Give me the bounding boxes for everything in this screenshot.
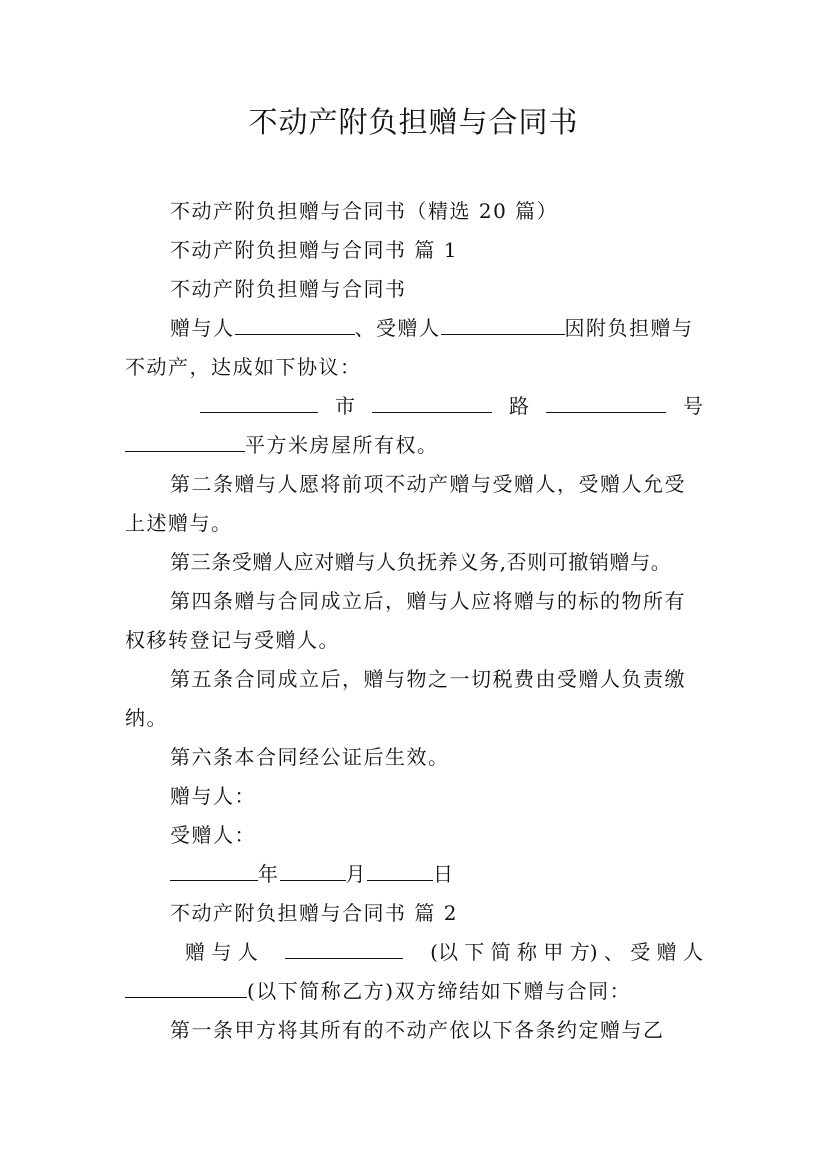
a2-party-line	[185, 937, 703, 967]
a1-party-line	[170, 313, 694, 343]
a2-donor-label: 赠 与 人	[185, 940, 258, 964]
subtitle: 不动产附负担赠与合同书（精选 20 篇）	[170, 199, 559, 223]
a2-article1-line1: 第一条甲方将其所有的不动产依以下各条约定赠与乙	[170, 1018, 665, 1042]
a1-sign-donee: 受赠人：	[170, 823, 256, 847]
article2-heading: 不动产附负担赠与合同书 篇 2	[170, 901, 458, 925]
donee-label: 、受赠人	[354, 316, 441, 340]
area-blank	[125, 431, 245, 452]
a2-party-line2-text: (以下简称乙方)双方缔结如下赠与合同：	[247, 979, 632, 1003]
area-text: 平方米房屋所有权。	[245, 433, 439, 457]
month-blank	[280, 860, 346, 881]
donor-label: 赠与人	[170, 316, 235, 340]
a1-date-line	[170, 859, 455, 889]
a2-party-line2	[125, 976, 631, 1006]
a1-article5-line2: 纳。	[125, 706, 168, 730]
a1-area-line	[125, 430, 439, 460]
city-blank	[200, 392, 318, 413]
document-title: 不动产附负担赠与合同书	[248, 105, 579, 139]
party-tail: 因附负担赠与	[564, 316, 694, 340]
a1-party-line2: 不动产，达成如下协议：	[125, 355, 362, 379]
a2-donee-blank	[125, 977, 247, 998]
donor-blank	[235, 314, 355, 335]
number-label: 号	[683, 394, 703, 418]
a1-article6: 第六条本合同经公证后生效。	[170, 745, 450, 769]
a1-article4-line1: 第四条赠与合同成立后，赠与人应将赠与的标的物所有	[170, 589, 686, 613]
number-blank	[546, 392, 666, 413]
a1-article2-line2: 上述赠与。	[125, 511, 233, 535]
day-label: 日	[433, 862, 455, 886]
city-label: 市	[335, 394, 355, 418]
donee-blank	[441, 314, 565, 335]
a2-donor-blank	[285, 938, 403, 959]
a1-address-line	[200, 391, 703, 421]
article1-title: 不动产附负担赠与合同书	[170, 277, 407, 301]
road-label: 路	[509, 394, 529, 418]
year-blank	[170, 860, 258, 881]
a1-article2-line1: 第二条赠与人愿将前项不动产赠与受赠人，受赠人允受	[170, 472, 686, 496]
month-label: 月	[345, 862, 367, 886]
a1-article3: 第三条受赠人应对赠与人负抚养义务,否则可撤销赠与。	[170, 550, 672, 574]
day-blank	[367, 860, 433, 881]
a1-sign-donor: 赠与人：	[170, 784, 256, 808]
a2-party-tail: (以 下 简 称 甲 方) 、 受 赠 人	[430, 940, 703, 964]
a1-article5-line1: 第五条合同成立后，赠与物之一切税费由受赠人负责缴	[170, 667, 686, 691]
article1-heading: 不动产附负担赠与合同书 篇 1	[170, 238, 458, 262]
a1-article4-line2: 权移转登记与受赠人。	[125, 628, 340, 652]
road-blank	[372, 392, 492, 413]
year-label: 年	[258, 862, 280, 886]
